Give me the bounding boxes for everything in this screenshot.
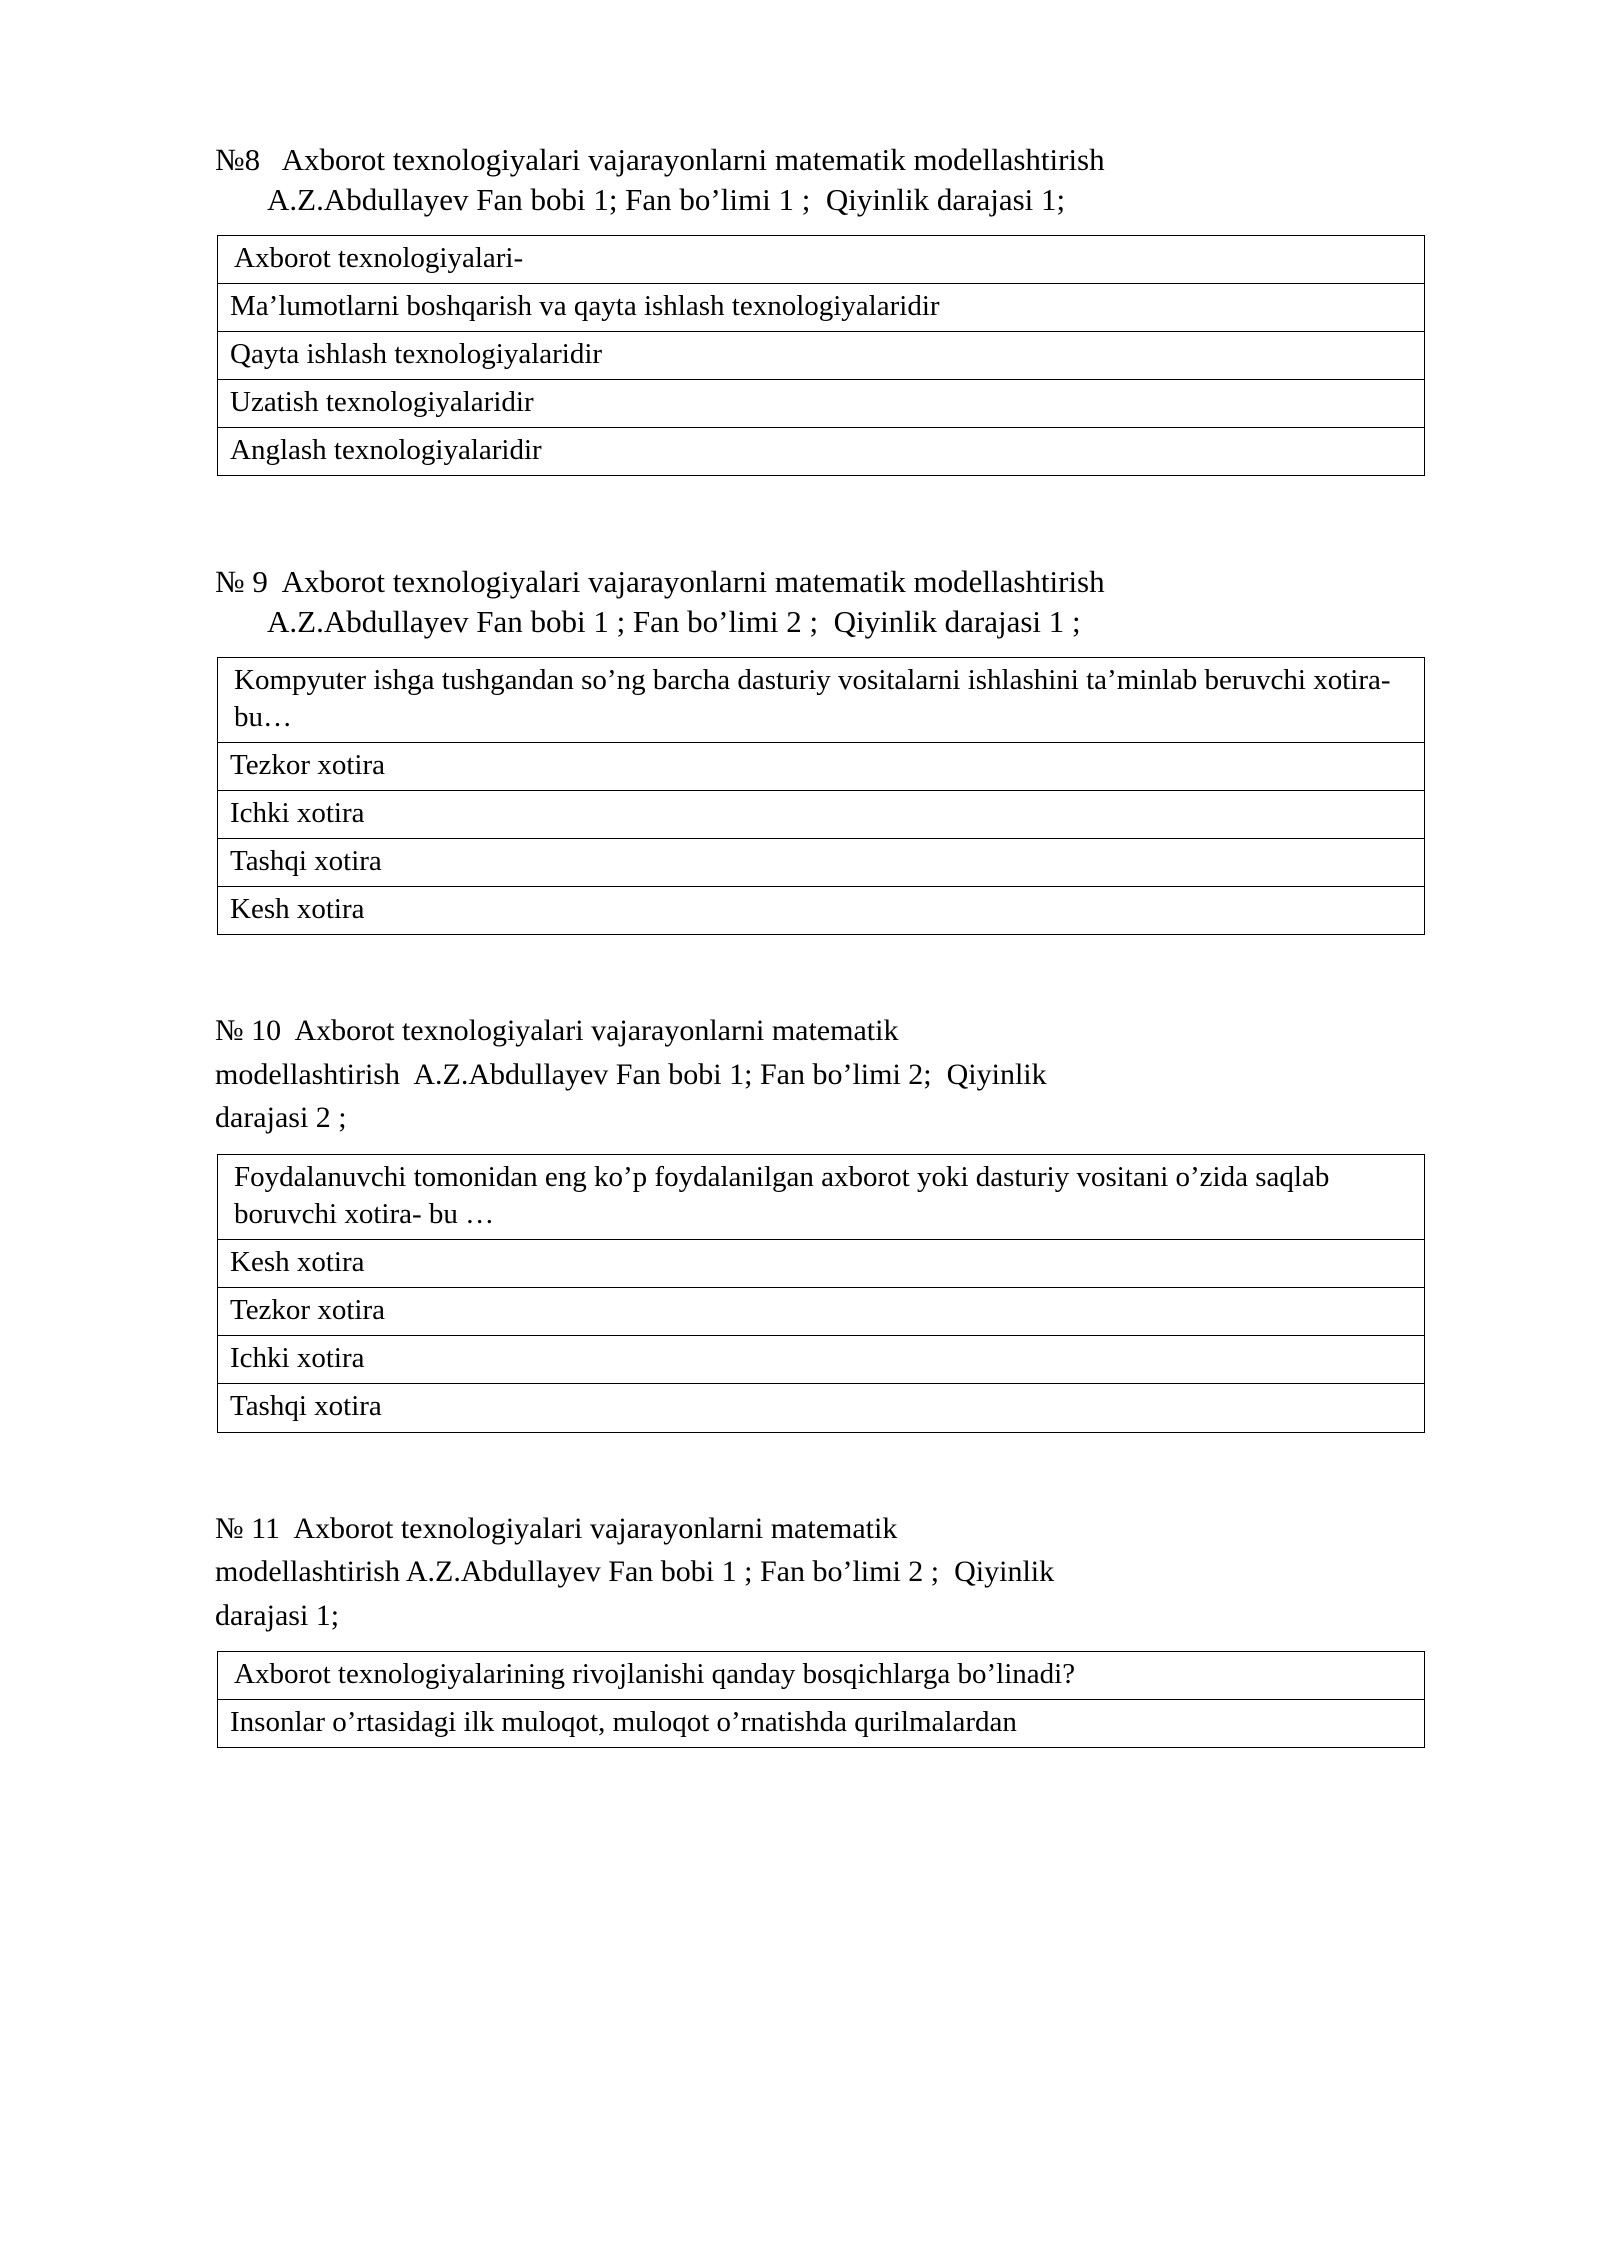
question-heading-line-1: № 9 Axborot texnologiyalari vajarayonlarni matematik modellashtirish	[215, 564, 1105, 600]
table-row	[218, 1154, 1425, 1239]
question-heading-11	[215, 1507, 1425, 1638]
question-heading-8	[215, 140, 1425, 221]
answer-option[interactable]: Anglash texnologiyalaridir	[218, 428, 1425, 476]
answer-option[interactable]: Tashqi xotira	[218, 839, 1425, 887]
question-heading-line-3: darajasi 1;	[215, 1598, 340, 1632]
question-heading-line-2: A.Z.Abdullayev Fan bobi 1 ; Fan bo’limi 2 ; Qiyinlik darajasi 1 ;	[267, 604, 1081, 640]
question-block-11	[215, 1507, 1425, 1749]
table-row	[218, 235, 1425, 283]
table-row	[218, 1288, 1425, 1336]
section-spacer	[215, 943, 1425, 1009]
answers-table-9	[217, 657, 1425, 936]
table-row	[218, 887, 1425, 935]
answers-table-11	[217, 1651, 1425, 1748]
table-row	[218, 839, 1425, 887]
question-stem: Axborot texnologiyalarining rivojlanishi qanday bosqichlarga bo’linadi?	[218, 1652, 1425, 1700]
table-row	[218, 1700, 1425, 1748]
answers-table-10	[217, 1154, 1425, 1433]
table-row	[218, 331, 1425, 379]
table-row	[218, 1652, 1425, 1700]
table-row	[218, 283, 1425, 331]
section-spacer	[215, 1441, 1425, 1507]
table-row	[218, 428, 1425, 476]
answer-option[interactable]: Ichki xotira	[218, 791, 1425, 839]
question-heading-9	[215, 562, 1425, 643]
question-heading-line-1: №8 Axborot texnologiyalari vajarayonlarni matematik modellashtirish	[215, 142, 1105, 177]
answer-option[interactable]: Kesh xotira	[218, 1240, 1425, 1288]
question-heading-10	[215, 1009, 1425, 1140]
question-heading-line-1: № 11 Axborot texnologiyalari vajarayonlarni matematik	[215, 1511, 898, 1545]
section-spacer	[215, 484, 1425, 562]
question-heading-line-2: A.Z.Abdullayev Fan bobi 1; Fan bo’limi 1 ; Qiyinlik darajasi 1;	[267, 182, 1066, 218]
question-stem: Foydalanuvchi tomonidan eng ko’p foydalanilgan axborot yoki dasturiy vositani o’zida saqlab boruvchi xotira- bu …	[218, 1154, 1425, 1239]
question-stem: Axborot texnologiyalari-	[218, 235, 1425, 283]
answer-option[interactable]: Qayta ishlash texnologiyalaridir	[218, 331, 1425, 379]
table-row	[218, 657, 1425, 742]
table-row	[218, 1240, 1425, 1288]
answers-table-8	[217, 235, 1425, 477]
answer-option[interactable]: Insonlar o’rtasidagi ilk muloqot, muloqot o’rnatishda qurilmalardan	[218, 1700, 1425, 1748]
question-stem: Kompyuter ishga tushgandan so’ng barcha dasturiy vositalarni ishlashini ta’minlab beruvchi xotira-bu…	[218, 657, 1425, 742]
question-heading-line-3: darajasi 2 ;	[215, 1101, 347, 1135]
table-row	[218, 1384, 1425, 1432]
question-block-9	[215, 562, 1425, 935]
question-block-8	[215, 140, 1425, 476]
answer-option[interactable]: Tashqi xotira	[218, 1384, 1425, 1432]
answer-option[interactable]: Kesh xotira	[218, 887, 1425, 935]
question-heading-line-2: modellashtirish A.Z.Abdullayev Fan bobi 1; Fan bo’limi 2; Qiyinlik	[215, 1057, 1047, 1091]
answer-option[interactable]: Uzatish texnologiyalaridir	[218, 379, 1425, 427]
table-row	[218, 791, 1425, 839]
question-heading-line-2: modellashtirish A.Z.Abdullayev Fan bobi 1 ; Fan bo’limi 2 ; Qiyinlik	[215, 1555, 1055, 1589]
answer-option[interactable]: Ma’lumotlarni boshqarish va qayta ishlash texnologiyalaridir	[218, 283, 1425, 331]
answer-option[interactable]: Tezkor xotira	[218, 742, 1425, 790]
question-block-10	[215, 1009, 1425, 1432]
table-row	[218, 742, 1425, 790]
table-row	[218, 379, 1425, 427]
answer-option[interactable]: Ichki xotira	[218, 1336, 1425, 1384]
question-heading-line-1: № 10 Axborot texnologiyalari vajarayonlarni matematik	[215, 1014, 899, 1048]
answer-option[interactable]: Tezkor xotira	[218, 1288, 1425, 1336]
table-row	[218, 1336, 1425, 1384]
